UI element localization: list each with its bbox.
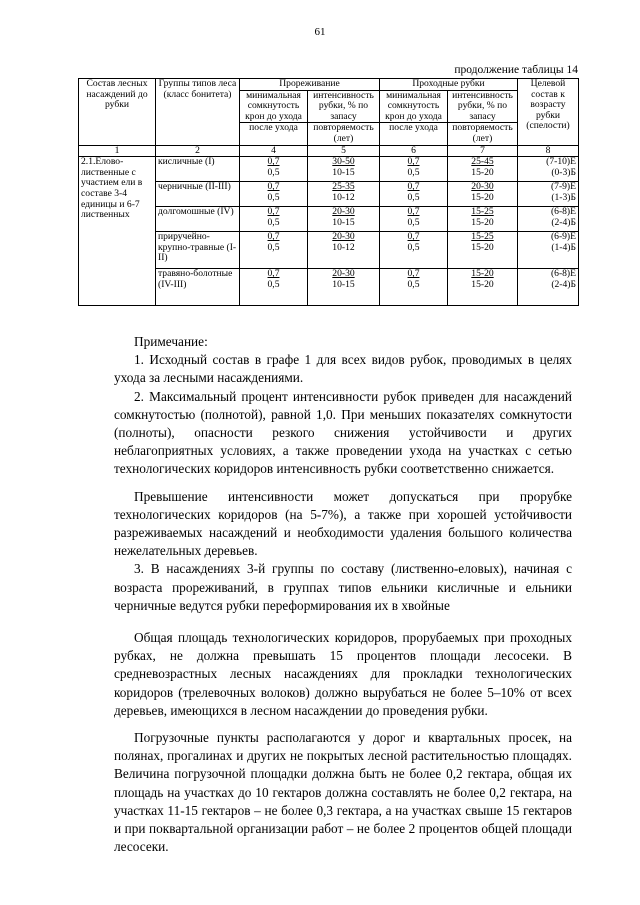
passing-intensity-cell-bottom: 15-20 [471,278,494,290]
paragraph-technological-corridors: Общая площадь технологических коридоров, прорубаемых при проходных рубках, не должна превышать 15 процентов площади лесосеки. В средневозрастных лесных насаждениях для прокладки технологических коридоров (трелевочных волоков) должно вырубаться не более 5–10% от всех деревьев, имеющихся в лесном насаждении до проведения рубки. [114,630,572,718]
thinning-intensity-cell [308,182,380,207]
header-min-density-passing: минимальная сомкнутость крон до ухода [380,90,448,123]
target-birch: (1-3)Б [551,191,576,203]
col-number: 5 [308,145,380,157]
table-continuation-label: продолжение таблицы 14 [454,64,578,76]
forest-group-cell: приручейно-крупно-травные (I-II) [156,232,240,269]
passing-density-cell [380,269,448,306]
thinning-intensity-cell [308,269,380,306]
thinning-density-cell [240,269,308,306]
passing-intensity-cell [448,207,518,232]
forest-thinning-table [78,78,579,306]
passing-density-cell-bottom: 0,5 [407,166,420,178]
passing-density-cell [380,157,448,182]
thinning-intensity-cell-top: 30-50 [332,156,355,168]
column-number-row [79,145,579,157]
thinning-intensity-cell [308,157,380,182]
passing-intensity-cell [448,232,518,269]
paragraph-loading-points: Погрузочные пункты располагаются у дорог и квартальных просек, на полянах, прогалинах и других не покрытых лесной растительностью площадях. Величина погрузочной площадки должна быть не более 0,2 гектара, общая их площадь на участках до 10 гектаров должна составлять не более 0,2 гектара, на участках 11-15 гектаров – не более 0,3 гектара, а на участках свыше 15 гектаров и при поквартальной организации работ – не более 2 процентов общей площади лесосеки. [114,730,572,855]
passing-density-cell-bottom: 0,5 [407,278,420,290]
thinning-density-cell [240,232,308,269]
thinning-density-cell-top: 0,7 [267,156,280,168]
header-repeatability-thinning: повторяемость (лет) [308,123,380,145]
passing-density-cell [380,232,448,269]
thinning-density-cell [240,207,308,232]
thinning-intensity-cell-bottom: 10-15 [332,216,355,228]
thinning-intensity-cell-top: 20-30 [332,231,355,243]
passing-density-cell-bottom: 0,5 [407,216,420,228]
col-number: 1 [79,145,156,157]
thinning-intensity-cell-top: 20-30 [332,268,355,280]
passing-density-cell-top: 0,7 [407,268,420,280]
target-spruce: (6-8)Е [550,268,576,280]
target-spruce: (6-8)Е [550,206,576,218]
passing-density-cell [380,207,448,232]
thinning-density-cell-bottom: 0,5 [267,191,280,203]
target-composition-cell [518,207,579,232]
col-number: 6 [380,145,448,157]
passing-intensity-cell-bottom: 15-20 [471,166,494,178]
passing-density-cell-top: 0,7 [407,206,420,218]
notes-title: Примечание: [134,334,208,349]
header-target-composition: Целевой состав к возрасту рубки (спелости) [518,79,579,146]
passing-density-cell [380,182,448,207]
target-spruce: (7-9)Е [550,181,576,193]
passing-intensity-cell-bottom: 15-20 [471,191,494,203]
header-intensity-passing: интенсивность рубки, % по запасу [448,90,518,123]
forest-group-cell: травяно-болотные (IV-III) [156,269,240,306]
col-number: 2 [156,145,240,157]
passing-intensity-cell [448,157,518,182]
target-composition-cell [518,182,579,207]
header-thinning: Прореживание [240,79,380,91]
thinning-intensity-cell [308,232,380,269]
passing-density-cell-bottom: 0,5 [407,191,420,203]
thinning-intensity-cell-bottom: 10-15 [332,278,355,290]
thinning-intensity-cell-bottom: 10-12 [332,191,355,203]
target-composition-cell [518,232,579,269]
passing-density-cell-top: 0,7 [407,181,420,193]
thinning-intensity-cell-bottom: 10-12 [332,241,355,253]
thinning-density-cell-top: 0,7 [267,268,280,280]
target-composition-cell [518,269,579,306]
note-1: 1. Исходный состав в графе 1 для всех видов рубок, проводимых в целях ухода за лесными насаждениями. [114,352,572,386]
thinning-density-cell-bottom: 0,5 [267,216,280,228]
col-number: 8 [518,145,579,157]
note-3: 3. В насаждениях 3-й группы по составу (лиственно-еловых), начиная с возраста прореживаний, в группах типов ельники кисличные и ельники черничные ведутся рубки переформирования их в хвойные [114,561,572,613]
col-number: 4 [240,145,308,157]
composition-cell: 2.1.Елово-лиственные с участием ели в составе 3-4 единицы и 6-7 лиственных [79,157,156,306]
header-row-1 [79,79,579,91]
col-number: 7 [448,145,518,157]
thinning-density-cell-bottom: 0,5 [267,166,280,178]
header-intensity-thinning: интенсивность рубки, % по запасу [308,90,380,123]
thinning-intensity-cell-top: 20-30 [332,206,355,218]
notes-section [114,333,572,856]
passing-intensity-cell-top: 15-25 [471,231,494,243]
thinning-density-cell [240,157,308,182]
passing-density-cell-top: 0,7 [407,156,420,168]
thinning-density-cell-top: 0,7 [267,231,280,243]
note-2: 2. Максимальный процент интенсивности рубок приведен для насаждений сомкнутостью (полнотой), равной 1,0. При меньших показателях сомкнутости (полноты), опасности резкого снижения устойчивости и других неблагоприятных условиях, а также проведении ухода на участках с сетью технологических коридоров интенсивность рубки соответственно снижается. [114,388,572,477]
passing-density-cell-bottom: 0,5 [407,241,420,253]
forest-group-cell: черничные (II-III) [156,182,240,207]
thinning-density-cell [240,182,308,207]
thinning-intensity-cell-bottom: 10-15 [332,166,355,178]
passing-intensity-cell [448,182,518,207]
passing-intensity-cell-bottom: 15-20 [471,241,494,253]
page-number: 61 [314,26,326,38]
passing-intensity-cell-top: 15-25 [471,206,494,218]
thinning-density-cell-top: 0,7 [267,181,280,193]
header-min-density-thinning: минимальная сомкнутость крон до ухода [240,90,308,123]
header-forest-groups: Группы типов леса (класс бонитета) [156,79,240,146]
target-birch: (2-4)Б [551,216,576,228]
header-repeatability-passing: повторяемость (лет) [448,123,518,145]
thinning-intensity-cell-top: 25-35 [332,181,355,193]
target-birch: (1-4)Б [551,241,576,253]
thinning-intensity-cell [308,207,380,232]
note-2-continued: Превышение интенсивности может допускаться при прорубке технологических коридоров (на 5-7%), а также при хорошей устойчивости разреживаемых насаждений и необходимости удаления большого количества нежелательных деревьев. [114,488,572,559]
header-composition: Состав лесных насаждений до рубки [79,79,156,146]
target-birch: (2-4)Б [551,278,576,290]
thinning-density-cell-bottom: 0,5 [267,241,280,253]
passing-intensity-cell-bottom: 15-20 [471,216,494,228]
passing-density-cell-top: 0,7 [407,231,420,243]
header-after-care-passing: после ухода [380,123,448,145]
passing-intensity-cell-top: 20-30 [471,181,494,193]
header-after-care-thinning: после ухода [240,123,308,145]
table-row [79,157,579,182]
target-spruce: (6-9)Е [550,231,576,243]
passing-intensity-cell-top: 15-20 [471,268,494,280]
passing-intensity-cell-top: 25-45 [471,156,494,168]
target-composition-cell [518,157,579,182]
passing-intensity-cell [448,269,518,306]
target-birch: (0-3)Б [551,166,576,178]
target-spruce: (7-10)Е [546,156,576,168]
header-passing-cuts: Проходные рубки [380,79,518,91]
forest-group-cell: кисличные (I) [156,157,240,182]
thinning-density-cell-top: 0,7 [267,206,280,218]
thinning-density-cell-bottom: 0,5 [267,278,280,290]
forest-group-cell: долгомошные (IV) [156,207,240,232]
